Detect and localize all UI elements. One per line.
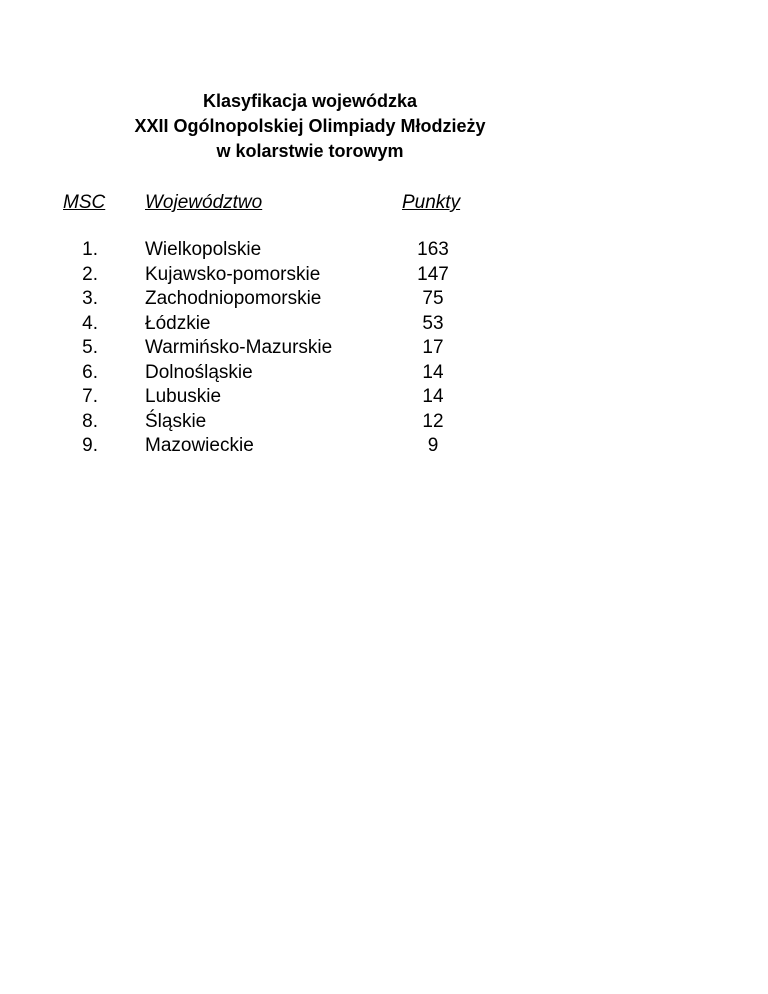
title-line-3: w kolarstwie torowym [216,141,404,161]
table-row [0,410,768,435]
table-row [0,361,768,386]
rank-cell: 4. [82,312,98,334]
title-line-2: XXII Ogólnopolskiej Olimpiady Młodzieży [134,116,486,136]
points-cell: 53 [422,312,444,334]
header-points: Punkty [402,192,461,213]
table-row [0,336,768,361]
rank-cell: 8. [82,410,98,432]
rank-cell: 5. [82,337,98,358]
header-voivodeship: Województwo [145,192,263,213]
points-cell: 14 [422,386,444,407]
voivodeship-cell: Zachodniopomorskie [145,288,322,309]
voivodeship-cell: Śląskie [145,410,207,432]
table-row [0,385,768,410]
points-cell: 147 [417,263,449,285]
rank-cell: 1. [82,239,98,260]
voivodeship-cell: Kujawsko-pomorskie [145,263,321,285]
table-row [0,263,768,288]
points-cell: 17 [422,337,444,358]
points-cell: 9 [427,435,439,456]
rank-cell: 3. [82,288,98,309]
table-row [0,434,768,459]
points-cell: 12 [422,410,444,432]
points-cell: 163 [417,239,449,260]
voivodeship-cell: Łódzkie [145,312,211,334]
table-row [0,287,768,312]
rank-cell: 2. [82,263,98,285]
rank-cell: 6. [82,361,98,383]
title-line-1: Klasyfikacja wojewódzka [202,91,418,111]
rank-cell: 9. [82,435,98,456]
points-cell: 75 [422,288,444,309]
voivodeship-cell: Lubuskie [145,386,222,407]
voivodeship-cell: Warmińsko-Mazurskie [145,337,333,358]
table-row [0,238,768,263]
document-title [0,89,620,164]
points-cell: 14 [422,361,444,383]
voivodeship-cell: Wielkopolskie [145,239,262,260]
voivodeship-cell: Mazowieckie [145,435,254,456]
header-rank: MSC [63,192,106,213]
rank-cell: 7. [82,386,98,407]
ranking-table [0,238,768,459]
voivodeship-cell: Dolnośląskie [145,361,253,383]
table-row [0,312,768,337]
